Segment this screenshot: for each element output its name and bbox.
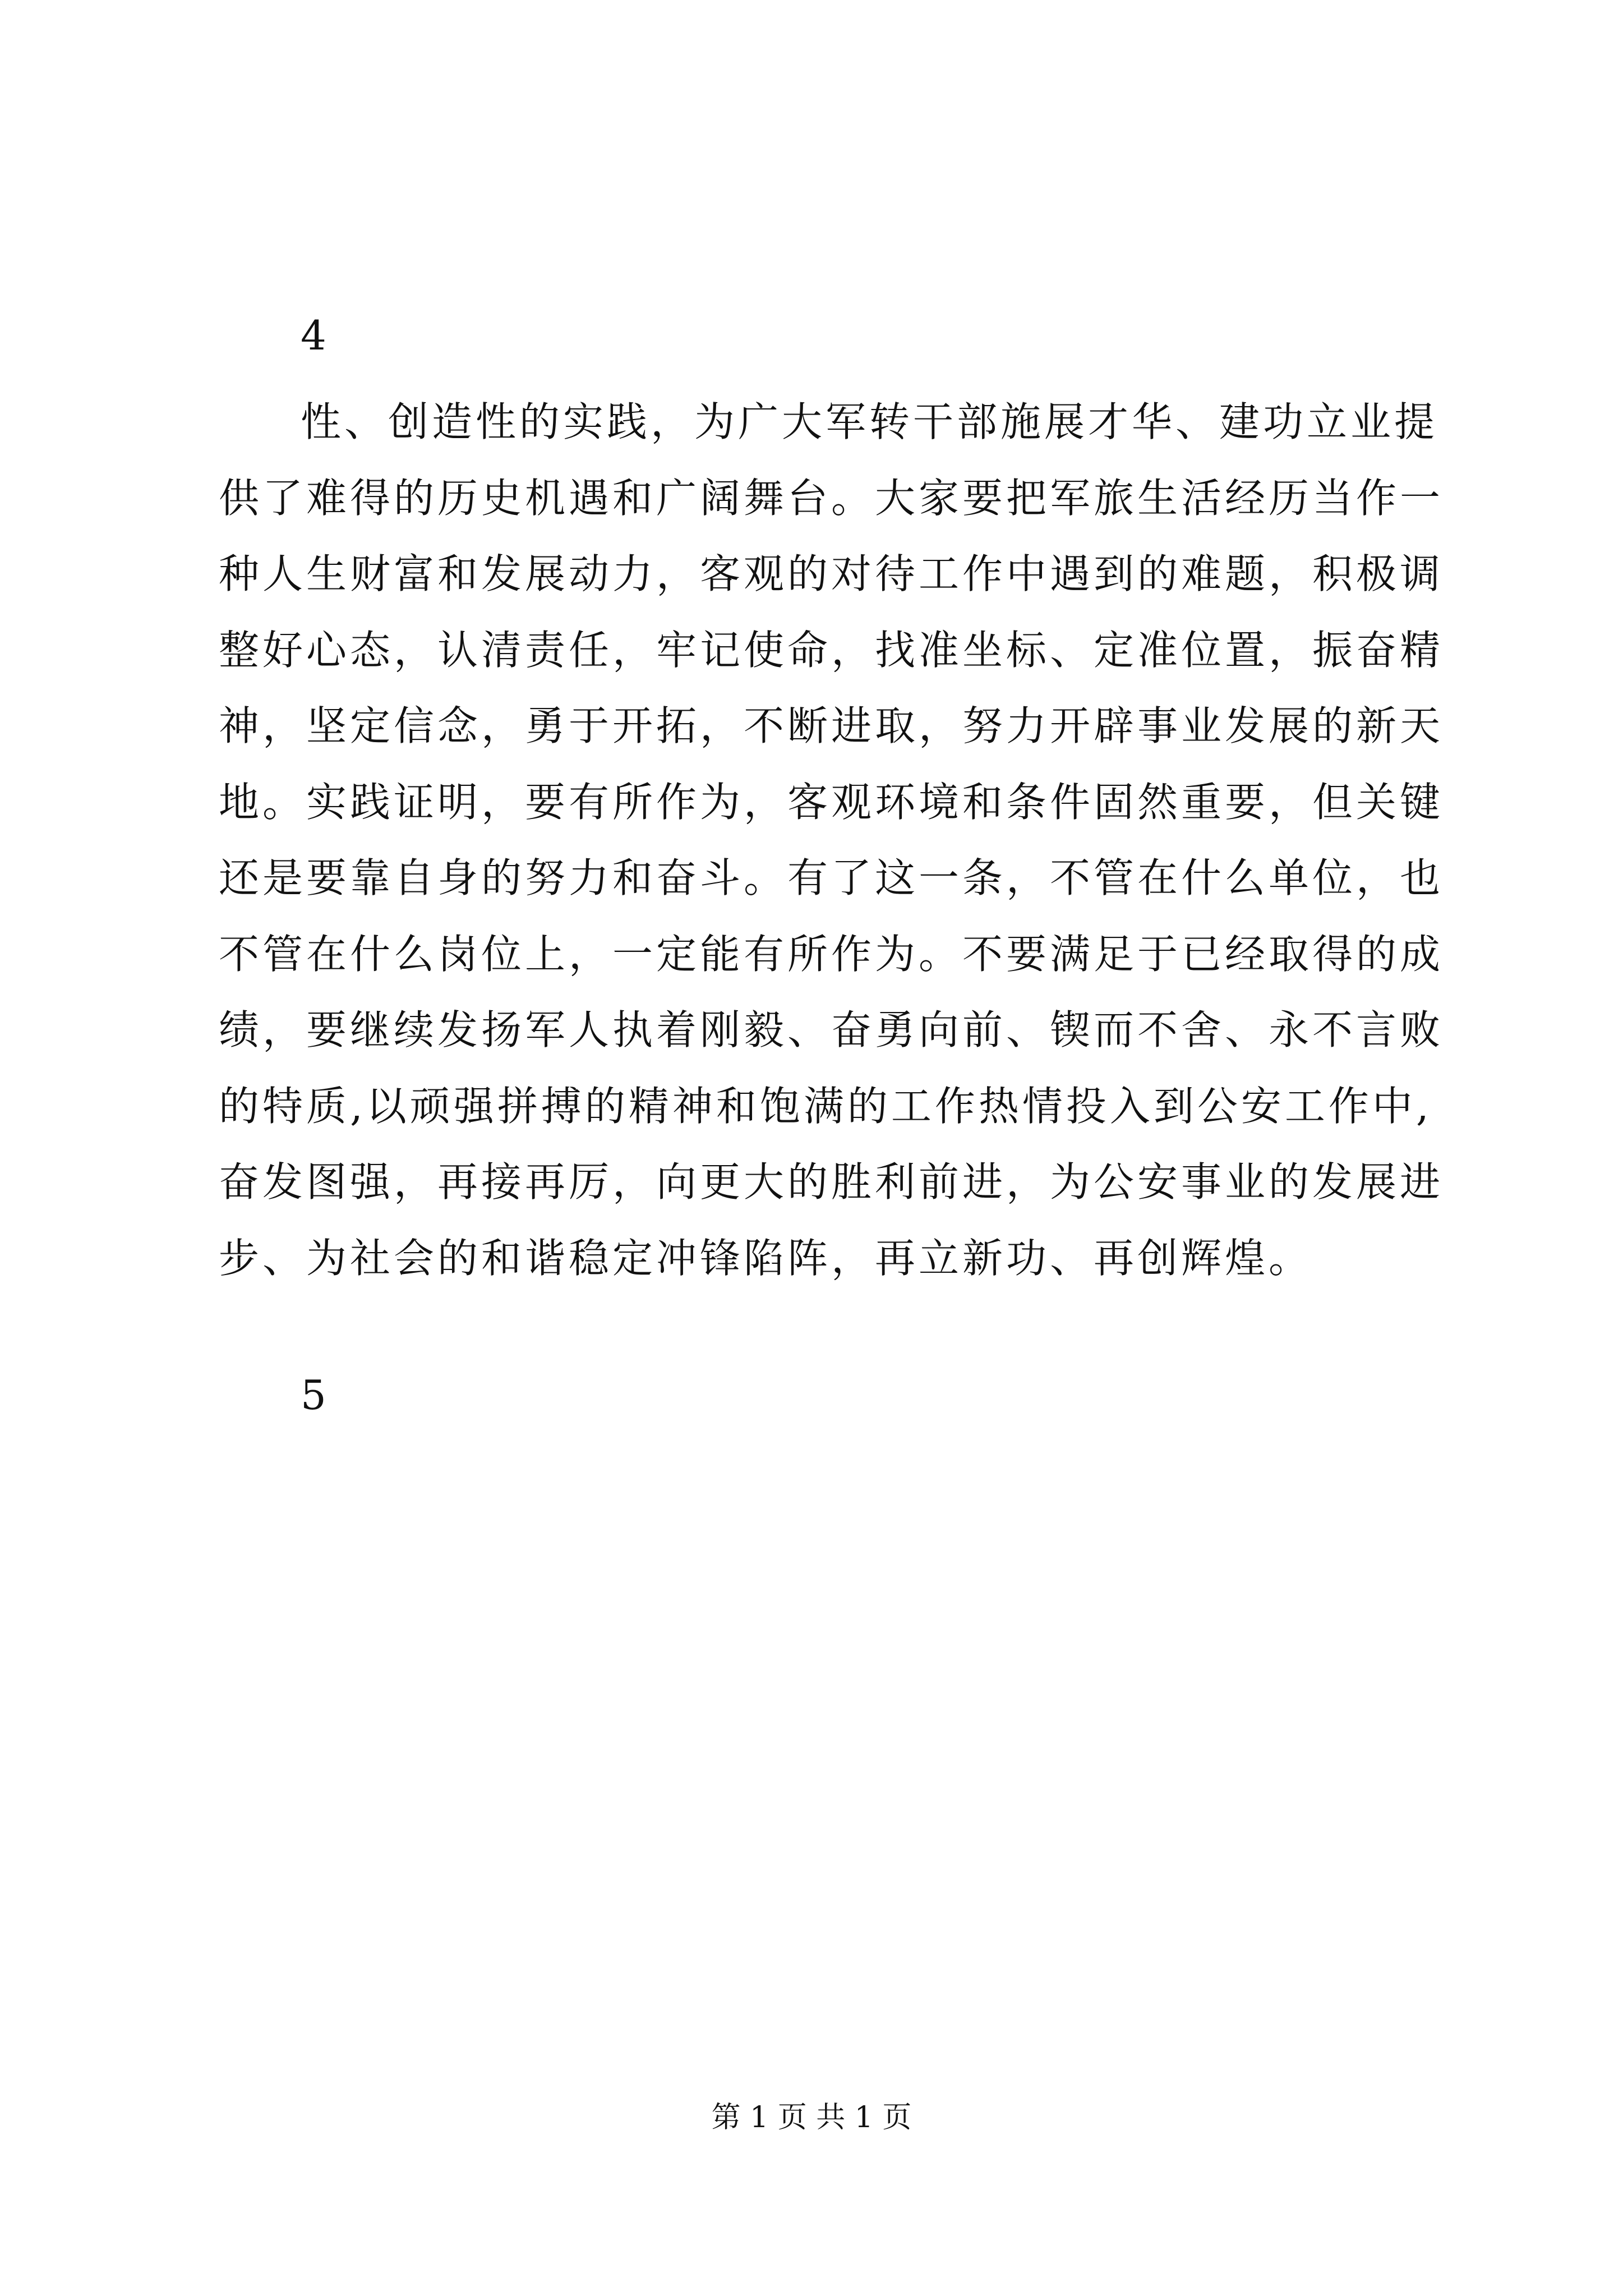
paragraph-line: 整好心态，认清责任，牢记使命，找准坐标、定准位置，振奋精: [219, 626, 1444, 674]
paragraph-line: 的特质,以顽强拼搏的精神和饱满的工作热情投入到公安工作中,: [219, 1082, 1432, 1130]
section-number-4: 4: [301, 312, 326, 359]
body-paragraph: [219, 384, 1444, 1296]
paragraph-line: 步、为社会的和谐稳定冲锋陷阵，再立新功、再创辉煌。: [219, 1234, 1313, 1282]
paragraph-line: 地。实践证明，要有所作为，客观环境和条件固然重要，但关键: [219, 778, 1444, 826]
paragraph-line: 不管在什么岗位上，一定能有所作为。不要满足于已经取得的成: [219, 930, 1444, 978]
paragraph-line: 种人生财富和发展动力，客观的对待工作中遇到的难题，积极调: [219, 550, 1444, 597]
paragraph-line: 还是要靠自身的努力和奋斗。有了这一条，不管在什么单位，也: [219, 854, 1444, 901]
page-footer: 第 1 页 共 1 页: [711, 2101, 912, 2134]
paragraph-line: 神，坚定信念，勇于开拓，不断进取，努力开辟事业发展的新天: [219, 702, 1444, 749]
paragraph-line: 绩，要继续发扬军人执着刚毅、奋勇向前、锲而不舍、永不言败: [219, 1006, 1444, 1053]
paragraph-line: 供了难得的历史机遇和广阔舞台。大家要把军旅生活经历当作一: [219, 474, 1444, 522]
paragraph-line: 奋发图强，再接再厉，向更大的胜利前进，为公安事业的发展进: [219, 1158, 1444, 1205]
paragraph-line: 性、创造性的实践，为广大军转干部施展才华、建功立业提: [301, 398, 1438, 445]
section-number-5: 5: [301, 1372, 326, 1419]
